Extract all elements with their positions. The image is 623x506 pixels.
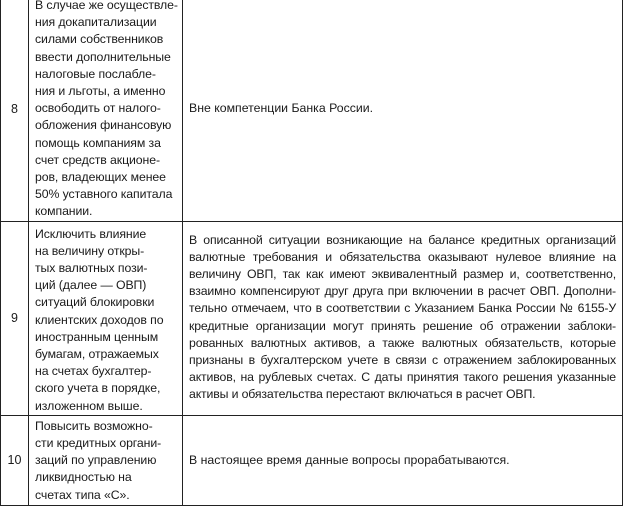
proposal-line: тых валютных пози- [35,261,148,276]
proposal-line: силами собственников [35,32,164,47]
answer-line: взаимно компенсируют друг друга при включении в расчет ОВП. Дополни- [189,284,616,299]
proposal-line: счетах типа «С». [35,487,130,502]
proposal-line: иностранным ценным [35,329,159,344]
proposal-line: обложения финансовую [35,118,172,133]
proposal-line: ров, владеющих менее [35,170,166,185]
proposal-line: на счетах бухгалтер- [35,364,152,379]
answer-line: активов, на рублевых счетах. С даты принятия такого решения указанные [189,370,616,385]
answer-line: Вне компетенции Банка России. [189,101,374,116]
proposal-cell [29,415,183,505]
answer-line: В настоящее время данные вопросы прорабатываются. [189,452,510,467]
answer-line: активы и обязательства перестают включаться в расчет ОВП. [189,387,536,402]
proposal-line: налоговые послабле- [35,66,156,81]
proposal-line: счет средств акционе- [35,152,160,167]
proposal-line: компании. [35,204,93,219]
proposal-line: бумагам, отражаемых [35,347,159,362]
proposal-line: ния и льготы, а именно [35,84,166,99]
table-row [1,415,623,505]
answer-line: признаны в бухгалтерском учете в связи с отражением заблокированных [189,353,616,368]
proposal-line: освободить от налого- [35,101,161,116]
proposal-line: клиентских доходов по [35,312,164,327]
proposal-line: сти кредитных органи- [35,436,162,451]
answer-line: тельно отмечаем, что в соответствии с Указанием Банка России № 6155-У [189,301,616,316]
proposal-line: ций (далее — ОВП) [35,278,147,293]
proposal-line: 50% уставного капитала [35,187,173,202]
proposal-line: ситуаций блокировки [35,295,155,310]
proposal-line: В случае же осуществле- [35,0,178,12]
answer-line: валютные требования и обязательства оказывают нулевое влияние на [189,249,616,264]
row-number: 10 [1,415,29,505]
proposal-line: Повысить возможно- [35,418,153,433]
proposal-cell [29,221,183,415]
answer-line: кредитные организации могут принять решение об отражении заблоки- [189,318,616,333]
answer-cell [183,415,623,505]
proposal-line: изложенном выше. [35,398,143,413]
table-row [1,221,623,415]
proposal-line: Исключить влияние [35,226,147,241]
proposal-line: на величину откры- [35,243,145,258]
proposal-line: ликвидностью на [35,470,132,485]
answer-line: рованных валютных активов, а также валютных обязательств, которые [189,335,616,350]
table-row [1,0,623,221]
row-number: 9 [1,221,29,415]
proposal-line: ского учета в порядке, [35,381,161,396]
answer-cell [183,221,623,415]
answer-line: В описанной ситуации возникающие на балансе кредитных организаций [189,232,616,247]
row-number: 8 [1,0,29,221]
proposal-line: ввести дополнительные [35,49,171,64]
answer-cell [183,0,623,221]
proposal-cell [29,0,183,221]
proposal-line: ния докапитализации [35,15,157,30]
proposal-line: помощь компаниям за [35,135,161,150]
proposal-line: заций по управлению [35,453,157,468]
answer-line: величину ОВП, так как имеют эквивалентный размер и, соответственно, [189,267,616,282]
